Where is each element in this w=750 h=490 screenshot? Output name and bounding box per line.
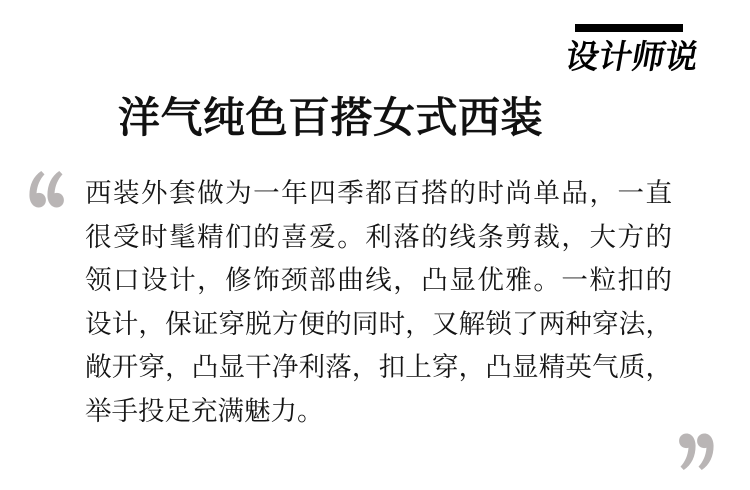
open-quote-icon: [28, 169, 64, 210]
product-title: 洋气纯色百搭女式西装: [118, 94, 544, 141]
description-line: 敞开穿，凸显干净利落，扣上穿，凸显精英气质，: [85, 352, 672, 382]
description-line: 西装外套做为一年四季都百搭的时尚单品，一直: [85, 178, 672, 208]
description-paragraph: [85, 172, 672, 433]
section-label: 设计师说: [562, 38, 702, 75]
description-line: 举手投足充满魅力。: [85, 395, 324, 426]
description-line: 领口设计，修饰颈部曲线，凸显优雅。一粒扣的: [85, 265, 672, 295]
description-line: 很受时髦精们的喜爱。利落的线条剪裁，大方的: [85, 221, 672, 252]
header-accent-bar: [575, 24, 683, 32]
close-quote-icon: [679, 431, 715, 472]
description-line: 设计，保证穿脱方便的同时，又解锁了两种穿法，: [85, 308, 672, 339]
